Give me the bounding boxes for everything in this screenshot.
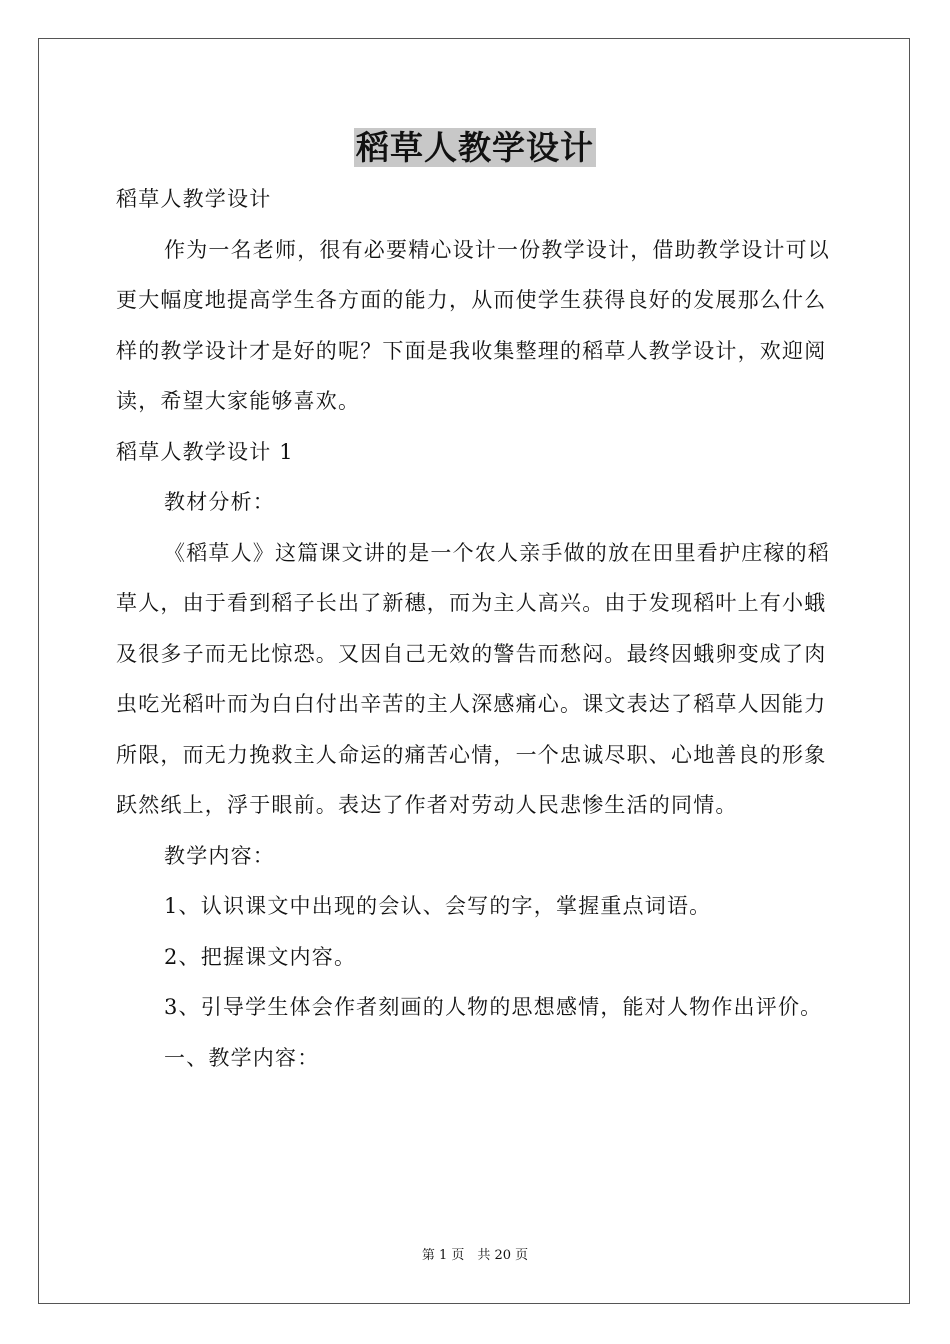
material-analysis-paragraph: 《稻草人》这篇课文讲的是一个农人亲手做的放在田里看护庄稼的稻草人，由于看到稻子长出了新穗，而为主人高兴。由于发现稻叶上有小蛾及很多子而无比惊恐。又因自己无效的警告而愁闷。最终因蛾卵变成了肉虫吃光稻叶而为白白付出辛苦的主人深感痛心。课文表达了稻草人因能力所限，而无力挽救主人命运的痛苦心情，一个忠诚尽职、心地善良的形象跃然纸上，浮于眼前。表达了作者对劳动人民悲惨生活的同情。 xyxy=(116,540,830,817)
document-title-text: 稻草人教学设计 xyxy=(356,128,594,167)
section-heading-teaching-content: 一、教学内容： xyxy=(164,1045,320,1070)
material-analysis-heading: 教材分析： xyxy=(164,490,275,514)
list-item-3: 3、引导学生体会作者刻画的人物的思想感情，能对人物作出评价。 xyxy=(164,995,823,1019)
document-body xyxy=(116,174,834,1083)
subtitle-paragraph: 稻草人教学设计 xyxy=(116,187,272,211)
section-heading-1: 稻草人教学设计 1 xyxy=(116,439,294,464)
teaching-content-heading: 教学内容： xyxy=(164,843,275,868)
intro-paragraph: 作为一名老师，很有必要精心设计一份教学设计，借助教学设计可以更大幅度地提高学生各方面的能力，从而使学生获得良好的发展那么什么样的教学设计才是好的呢？下面是我收集整理的稻草人教学设计，欢迎阅读，希望大家能够喜欢。 xyxy=(116,237,830,413)
page-number-footer: 第 1 页 共 20 页 xyxy=(421,1248,529,1263)
list-item-2: 2、把握课文内容。 xyxy=(164,944,357,969)
list-item-1: 1、认识课文中出现的会认、会写的字，掌握重点词语。 xyxy=(164,894,712,918)
document-title xyxy=(0,126,950,170)
